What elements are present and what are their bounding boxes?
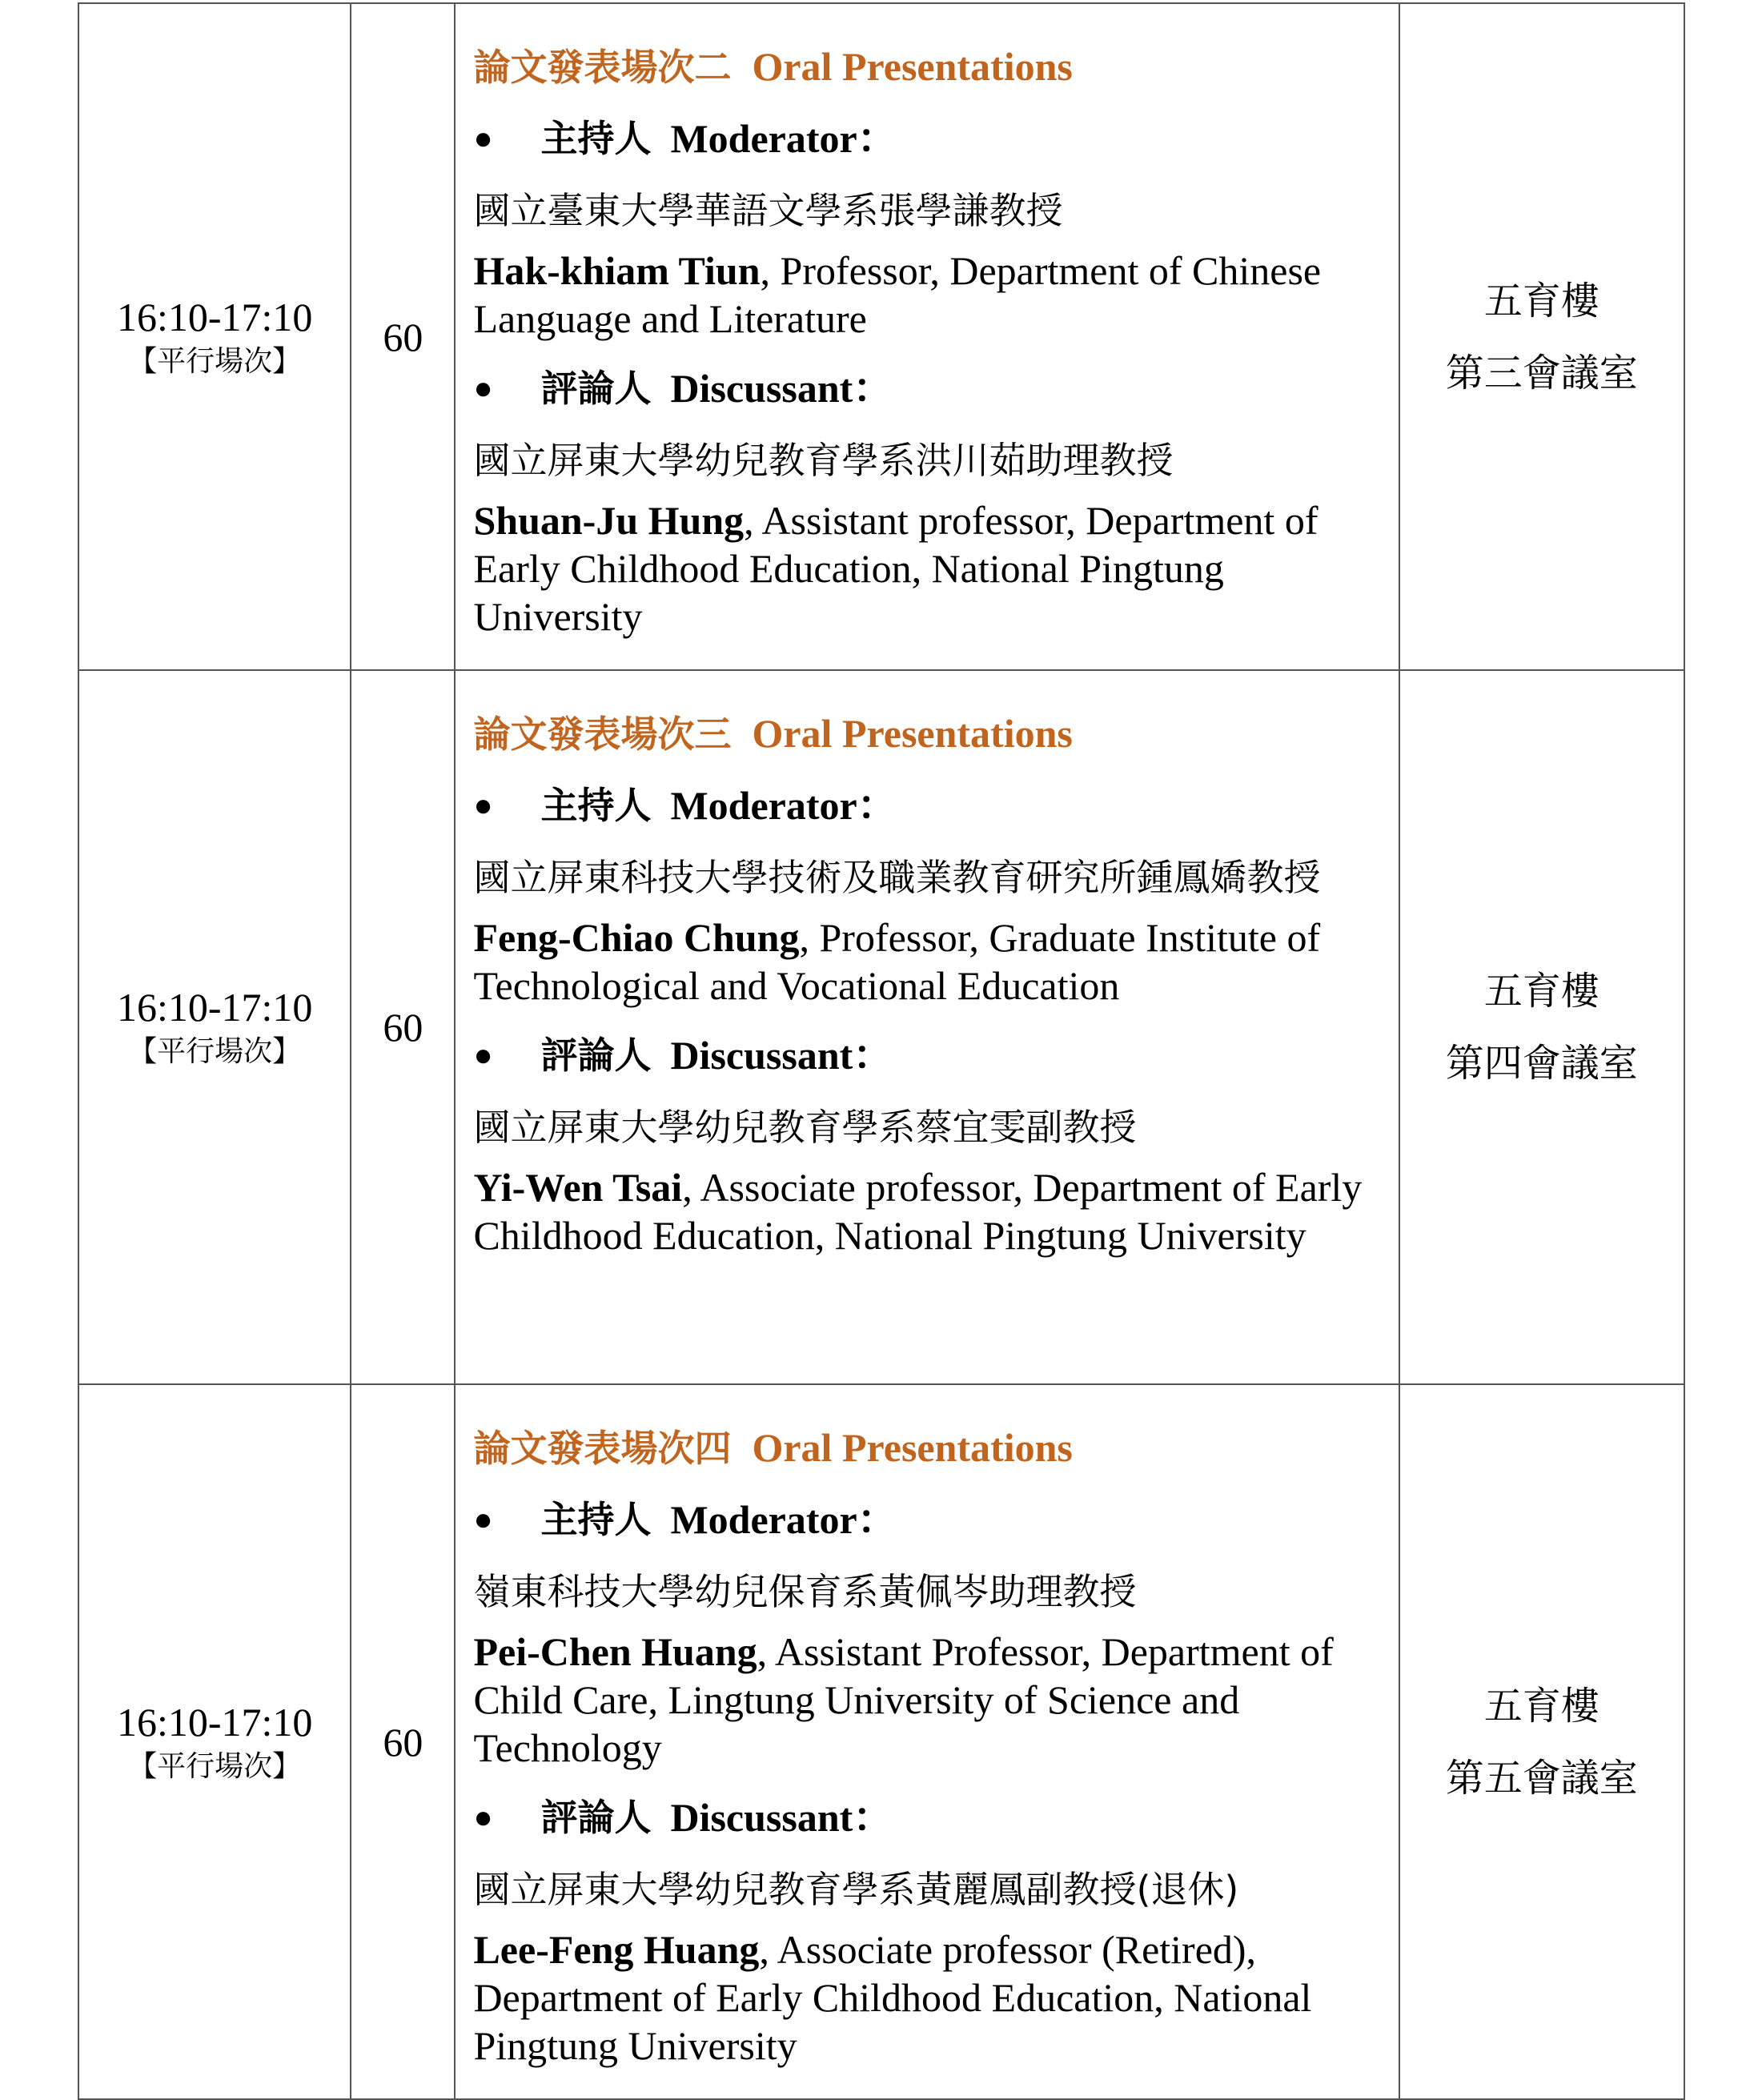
discussant-en-desc: , Associate professor (Retired), Department of Early Childhood Education, National Pingtung University — [473, 1927, 1312, 2068]
discussant-label-zh: 評論人 — [540, 1034, 652, 1077]
venue-building: 五育樓 — [1483, 969, 1599, 1014]
moderator-name-en — [473, 1628, 1382, 1772]
moderator-label — [473, 1484, 1382, 1556]
time-cell — [78, 1384, 351, 2099]
venue-cell — [1399, 670, 1684, 1384]
bullet-icon: ● — [473, 1037, 493, 1073]
schedule-table — [78, 2, 1685, 2100]
duration-minutes: 60 — [351, 3, 455, 670]
venue-cell — [1399, 3, 1684, 670]
parallel-session-note: 【平行場次】 — [128, 1749, 302, 1783]
discussant-name-en — [473, 1925, 1382, 2070]
venue-cell — [1399, 1384, 1684, 2099]
session-row — [78, 3, 1684, 670]
moderator-name-en — [473, 913, 1382, 1010]
moderator-label — [473, 769, 1382, 841]
moderator-en-name: Pei-Chen Huang — [473, 1629, 757, 1674]
discussant-name-zh: 國立屏東大學幼兒教育學系洪川茹助理教授 — [473, 439, 1174, 482]
session-title-en: Oral Presentations — [752, 711, 1073, 756]
discussant-name-en — [473, 1163, 1382, 1259]
venue-room: 第四會議室 — [1445, 1041, 1638, 1086]
discussant-label-zh: 評論人 — [540, 1796, 652, 1839]
moderator-label-en: Moderator： — [670, 116, 897, 161]
discussant-label-en: Discussant： — [670, 366, 893, 411]
session-title — [473, 701, 1382, 766]
bullet-icon: ● — [473, 787, 493, 823]
moderator-name-zh: 嶺東科技大學幼兒保育系黃佩岑助理教授 — [473, 1570, 1137, 1613]
venue-room: 第三會議室 — [1445, 350, 1638, 396]
bullet-icon: ● — [473, 370, 493, 406]
discussant-label-en: Discussant： — [670, 1033, 893, 1078]
bullet-icon: ● — [473, 1501, 493, 1537]
discussant-label — [473, 1781, 1382, 1853]
venue-room: 第五會議室 — [1445, 1755, 1638, 1801]
time-cell — [78, 3, 351, 670]
session-title-zh: 論文發表場次三 — [473, 713, 732, 756]
moderator-name-en — [473, 247, 1382, 343]
session-title-zh: 論文發表場次四 — [473, 1427, 732, 1470]
session-title — [473, 34, 1382, 99]
session-title — [473, 1415, 1382, 1480]
session-title-zh: 論文發表場次二 — [473, 46, 732, 89]
time-range: 16:10-17:10 — [116, 294, 313, 339]
time-range: 16:10-17:10 — [116, 985, 313, 1030]
venue-building: 五育樓 — [1483, 1683, 1599, 1729]
moderator-en-name: Hak-khiam Tiun — [473, 248, 761, 293]
discussant-en-desc: , Assistant professor, Department of Early Childhood Education, National Pingtung University — [473, 498, 1318, 639]
moderator-en-desc: , Assistant Professor, Department of Child Care, Lingtung University of Science and Technology — [473, 1629, 1334, 1770]
venue-building: 五育樓 — [1483, 278, 1599, 323]
bullet-icon: ● — [473, 1799, 493, 1835]
discussant-name-zh: 國立屏東大學幼兒教育學系黃麗鳳副教授(退休) — [473, 1868, 1239, 1911]
session-content — [455, 1384, 1399, 2099]
moderator-label-en: Moderator： — [670, 1497, 897, 1542]
moderator-name-zh: 國立屏東科技大學技術及職業教育研究所鍾鳳嬌教授 — [473, 856, 1321, 899]
parallel-session-note: 【平行場次】 — [128, 1035, 302, 1068]
discussant-en-name: Shuan-Ju Hung — [473, 498, 745, 543]
bullet-icon: ● — [473, 120, 493, 156]
discussant-name-en — [473, 496, 1382, 640]
discussant-label-zh: 評論人 — [540, 367, 652, 410]
session-content — [455, 670, 1399, 1384]
time-range: 16:10-17:10 — [116, 1699, 313, 1745]
parallel-session-note: 【平行場次】 — [128, 344, 302, 378]
moderator-label-zh: 主持人 — [540, 1498, 652, 1541]
moderator-label-zh: 主持人 — [540, 784, 652, 827]
moderator-en-name: Feng-Chiao Chung — [473, 915, 800, 960]
discussant-en-name: Lee-Feng Huang — [473, 1927, 760, 1972]
session-title-en: Oral Presentations — [752, 1425, 1073, 1470]
moderator-en-desc: , Professor, Department of Chinese Language and Literature — [473, 248, 1322, 341]
session-content — [455, 3, 1399, 670]
discussant-name-zh: 國立屏東大學幼兒教育學系蔡宜雯副教授 — [473, 1106, 1137, 1149]
discussant-en-desc: , Associate professor, Department of Early Childhood Education, National Pingtung University — [473, 1165, 1363, 1258]
time-cell — [78, 670, 351, 1384]
moderator-name-zh: 國立臺東大學華語文學系張學謙教授 — [473, 189, 1063, 232]
moderator-label-en: Moderator： — [670, 783, 897, 828]
discussant-label — [473, 352, 1382, 424]
duration-minutes: 60 — [351, 1384, 455, 2099]
moderator-en-desc: , Professor, Graduate Institute of Technological and Vocational Education — [473, 915, 1321, 1008]
discussant-label-en: Discussant： — [670, 1795, 893, 1840]
moderator-label — [473, 102, 1382, 175]
discussant-label — [473, 1019, 1382, 1091]
discussant-en-name: Yi-Wen Tsai — [473, 1165, 683, 1210]
session-row — [78, 670, 1684, 1384]
moderator-label-zh: 主持人 — [540, 117, 652, 160]
duration-minutes: 60 — [351, 670, 455, 1384]
session-row — [78, 1384, 1684, 2099]
session-title-en: Oral Presentations — [752, 44, 1073, 89]
